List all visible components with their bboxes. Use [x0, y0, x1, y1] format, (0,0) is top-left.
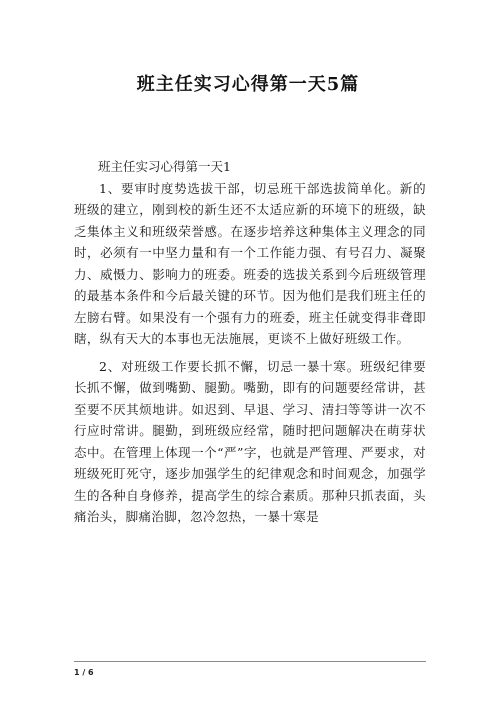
footer-divider [74, 661, 426, 662]
document-title: 班主任实习心得第一天5篇 [136, 74, 360, 95]
paragraph-2: 2、对班级工作要长抓不懈，切忌一暴十寒。班级纪律要长抓不懈，做到嘴勤、腿勤。嘴勤，即有的问题要经常讲，甚至要不厌其烦地讲。如迟到、早退、学习、清扫等等讲一次不行应时常讲。腿勤，到班级应经常，随时把问题解决在萌芽状态中。在管理上体现一个“严”字，也就是严管理、严要求，对班级死盯死守，逐步加强学生的纪律观念和时间观念，加强学生的各种自身修养，提高学生的综合素质。那种只抓表面，头痛治头，脚痛治脚，忽冷忽热，一暴十寒是 [74, 358, 426, 524]
document-body [74, 156, 426, 528]
section-heading: 班主任实习心得第一天1 [98, 159, 231, 174]
page-number: 1 / 6 [74, 668, 94, 677]
paragraph-1: 1、要审时度势选拔干部，切忌班干部选拔简单化。新的班级的建立，刚到校的新生还不太适应新的环境下的班级，缺乏集体主义和班级荣誉感。在逐步培养这种集体主义理念的同时，必须有一中坚力量和有一个工作能力强、有号召力、凝聚力、威慑力、影响力的班委。班委的选拔关系到今后班级管理的最基本条件和今后最关键的环节。因为他们是我们班主任的左膀右臂。如果没有一个强有力的班委，班主任就变得非聋即瞎，纵有天大的本事也无法施展，更谈不上做好班级工作。 [74, 180, 426, 346]
